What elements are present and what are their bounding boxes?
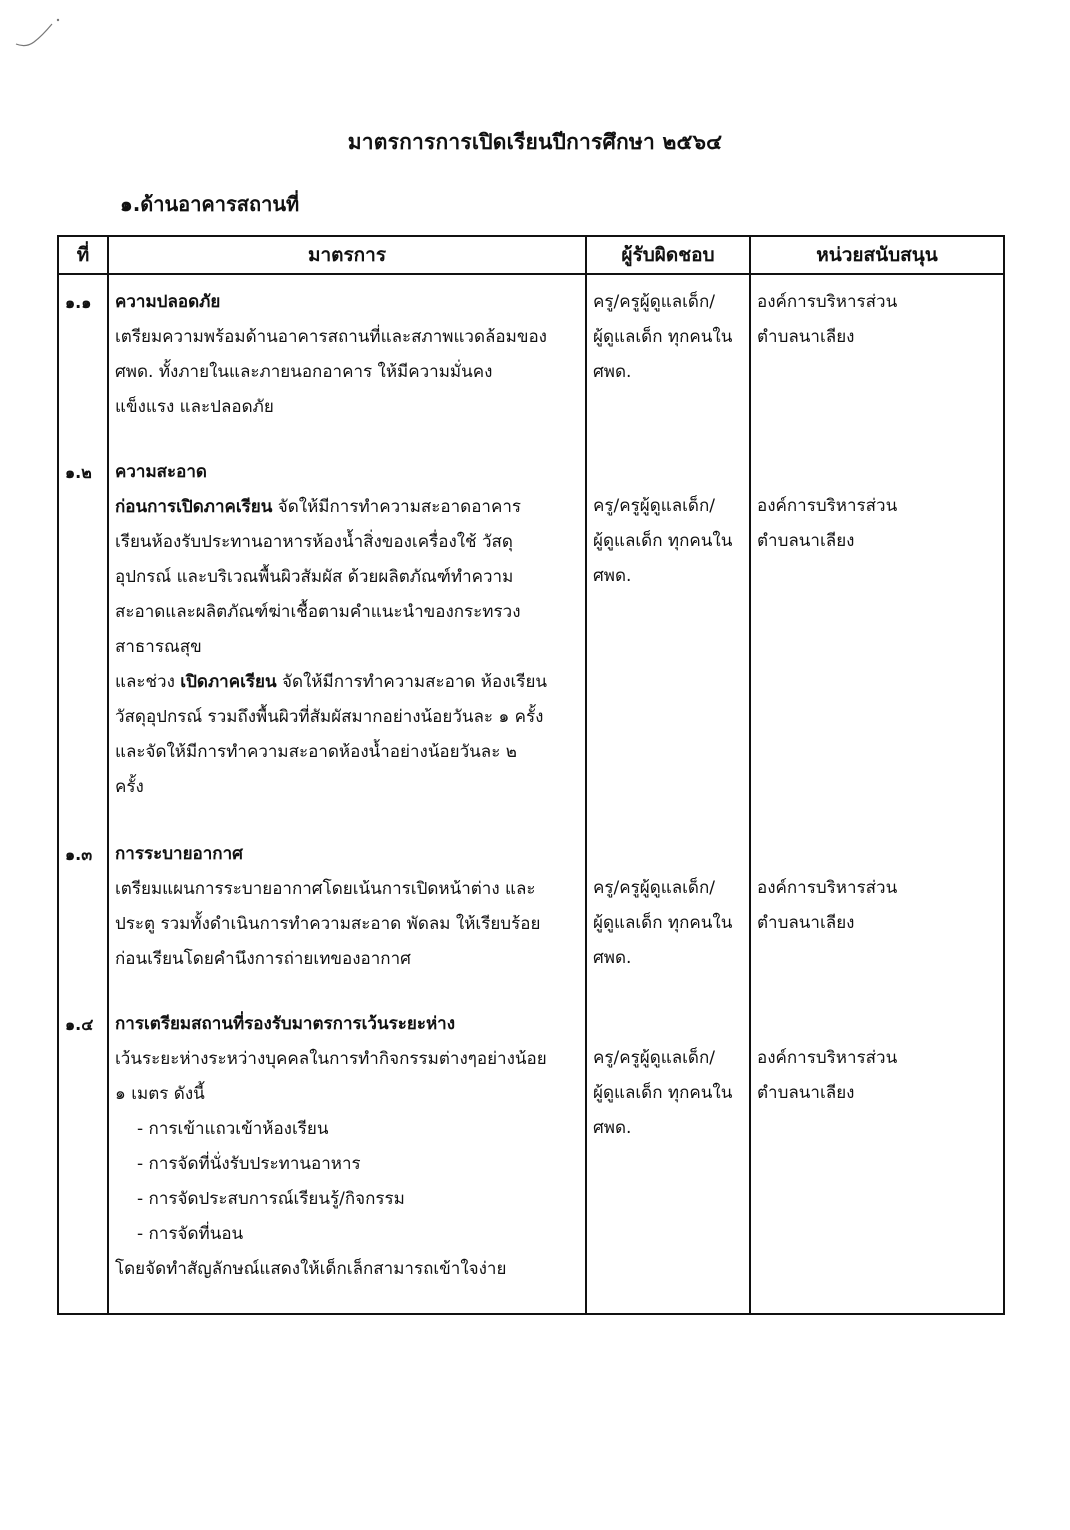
measure-line — [115, 665, 579, 700]
support-line: ตำบลนาเลียง — [757, 531, 855, 551]
support-line: องค์การบริหารส่วน — [757, 878, 898, 898]
measure-heading: ความปลอดภัย — [115, 292, 221, 312]
row-number: ๑.๔ — [58, 997, 108, 1314]
responsible-line: ศพด. — [593, 948, 632, 968]
measure-line: เตรียมแผนการระบายอากาศโดยเน้นการเปิดหน้าต่าง และ — [115, 879, 536, 899]
header-support: หน่วยสนับสนุน — [750, 236, 1004, 274]
responsible-cell — [586, 997, 750, 1314]
measure-heading: การระบายอากาศ — [115, 844, 243, 864]
row-number: ๑.๑ — [58, 274, 108, 445]
measure-line: โดยจัดทำสัญลักษณ์แสดงให้เด็กเล็กสามารถเข้าใจง่าย — [115, 1259, 507, 1279]
list-item: - การจัดที่นั่งรับประทานอาหาร — [137, 1154, 361, 1174]
measure-line: และจัดให้มีการทำความสะอาดห้องน้ำอย่างน้อยวันละ ๒ — [115, 742, 517, 762]
section-title: ๑.ด้านอาคารสถานที่ — [120, 192, 300, 216]
support-line: องค์การบริหารส่วน — [757, 1048, 898, 1068]
responsible-cell — [586, 445, 750, 827]
measure-text: และช่วง — [115, 672, 181, 692]
list-item: - การจัดประสบการณ์เรียนรู้/กิจกรรม — [137, 1189, 405, 1209]
support-line: ตำบลนาเลียง — [757, 913, 855, 933]
responsible-line: ผู้ดูแลเด็ก ทุกคนใน — [593, 913, 733, 933]
support-cell — [750, 445, 1004, 827]
responsible-line: ครู/ครูผู้ดูแลเด็ก/ — [593, 1048, 715, 1068]
header-measure: มาตรการ — [108, 236, 586, 274]
header-no: ที่ — [58, 236, 108, 274]
table-header-row — [58, 236, 1004, 274]
measures-table — [57, 235, 1005, 1315]
measure-line: ก่อนเรียนโดยคำนึงการถ่ายเทของอากาศ — [115, 949, 411, 969]
responsible-line: ศพด. — [593, 566, 632, 586]
measure-cell — [108, 827, 586, 997]
term-open-label: เปิดภาคเรียน — [180, 672, 277, 692]
scan-mark-icon — [12, 18, 60, 52]
table-row — [58, 827, 1004, 997]
responsible-cell — [586, 274, 750, 445]
measure-line: สาธารณสุข — [115, 637, 202, 657]
responsible-line: ศพด. — [593, 1118, 632, 1138]
responsible-line: ครู/ครูผู้ดูแลเด็ก/ — [593, 878, 715, 898]
measure-cell — [108, 445, 586, 827]
measure-heading: การเตรียมสถานที่รองรับมาตรการเว้นระยะห่าง — [115, 1014, 455, 1034]
support-line: ตำบลนาเลียง — [757, 327, 855, 347]
measure-line: ประตู รวมทั้งดำเนินการทำความสะอาด พัดลม ให้เรียบร้อย — [115, 914, 541, 934]
support-cell — [750, 827, 1004, 997]
support-cell — [750, 997, 1004, 1314]
measure-line: ครั้ง — [115, 777, 144, 797]
measure-line: เว้นระยะห่างระหว่างบุคคลในการทำกิจกรรมต่างๆอย่างน้อย — [115, 1049, 547, 1069]
list-item: - การเข้าแถวเข้าห้องเรียน — [137, 1119, 329, 1139]
responsible-cell — [586, 827, 750, 997]
measure-line: เตรียมความพร้อมด้านอาคารสถานที่และสภาพแวดล้อมของ — [115, 327, 547, 347]
responsible-line: ผู้ดูแลเด็ก ทุกคนใน — [593, 327, 733, 347]
before-term-label: ก่อนการเปิดภาคเรียน — [115, 497, 273, 517]
measure-line: ๑ เมตร ดังนี้ — [115, 1084, 205, 1104]
measure-line: วัสดุอุปกรณ์ รวมถึงพื้นผิวที่สัมผัสมากอย่างน้อยวันละ ๑ ครั้ง — [115, 707, 544, 727]
row-number: ๑.๓ — [58, 827, 108, 997]
support-line: องค์การบริหารส่วน — [757, 292, 898, 312]
bullet-list — [115, 1112, 579, 1252]
table-row — [58, 274, 1004, 445]
measure-text: จัดให้มีการทำความสะอาดอาคาร — [272, 497, 522, 517]
header-responsible: ผู้รับผิดชอบ — [586, 236, 750, 274]
measure-cell — [108, 997, 586, 1314]
support-cell — [750, 274, 1004, 445]
table-row — [58, 997, 1004, 1314]
measure-line: แข็งแรง และปลอดภัย — [115, 397, 274, 417]
measure-line: อุปกรณ์ และบริเวณพื้นผิวสัมผัส ด้วยผลิตภัณฑ์ทำความ — [115, 567, 514, 587]
responsible-line: ศพด. — [593, 362, 632, 382]
list-item: - การจัดที่นอน — [137, 1224, 244, 1244]
responsible-line: ครู/ครูผู้ดูแลเด็ก/ — [593, 292, 715, 312]
measure-line — [115, 490, 579, 525]
document-title: มาตรการการเปิดเรียนปีการศึกษา ๒๕๖๔ — [347, 130, 723, 154]
support-line: ตำบลนาเลียง — [757, 1083, 855, 1103]
support-line: องค์การบริหารส่วน — [757, 496, 898, 516]
measure-cell — [108, 274, 586, 445]
measure-line: ศพด. ทั้งภายในและภายนอกอาคาร ให้มีความมั่นคง — [115, 362, 493, 382]
responsible-line: ผู้ดูแลเด็ก ทุกคนใน — [593, 531, 733, 551]
row-number: ๑.๒ — [58, 445, 108, 827]
measure-heading: ความสะอาด — [115, 462, 207, 482]
measure-line: สะอาดและผลิตภัณฑ์ฆ่าเชื้อตามคำแนะนำของกระทรวง — [115, 602, 521, 622]
responsible-line: ผู้ดูแลเด็ก ทุกคนใน — [593, 1083, 733, 1103]
measure-text: จัดให้มีการทำความสะอาด ห้องเรียน — [276, 672, 548, 692]
responsible-line: ครู/ครูผู้ดูแลเด็ก/ — [593, 496, 715, 516]
table-row — [58, 445, 1004, 827]
measure-line: เรียนห้องรับประทานอาหารห้องน้ำสิ่งของเครื่องใช้ วัสดุ — [115, 532, 513, 552]
